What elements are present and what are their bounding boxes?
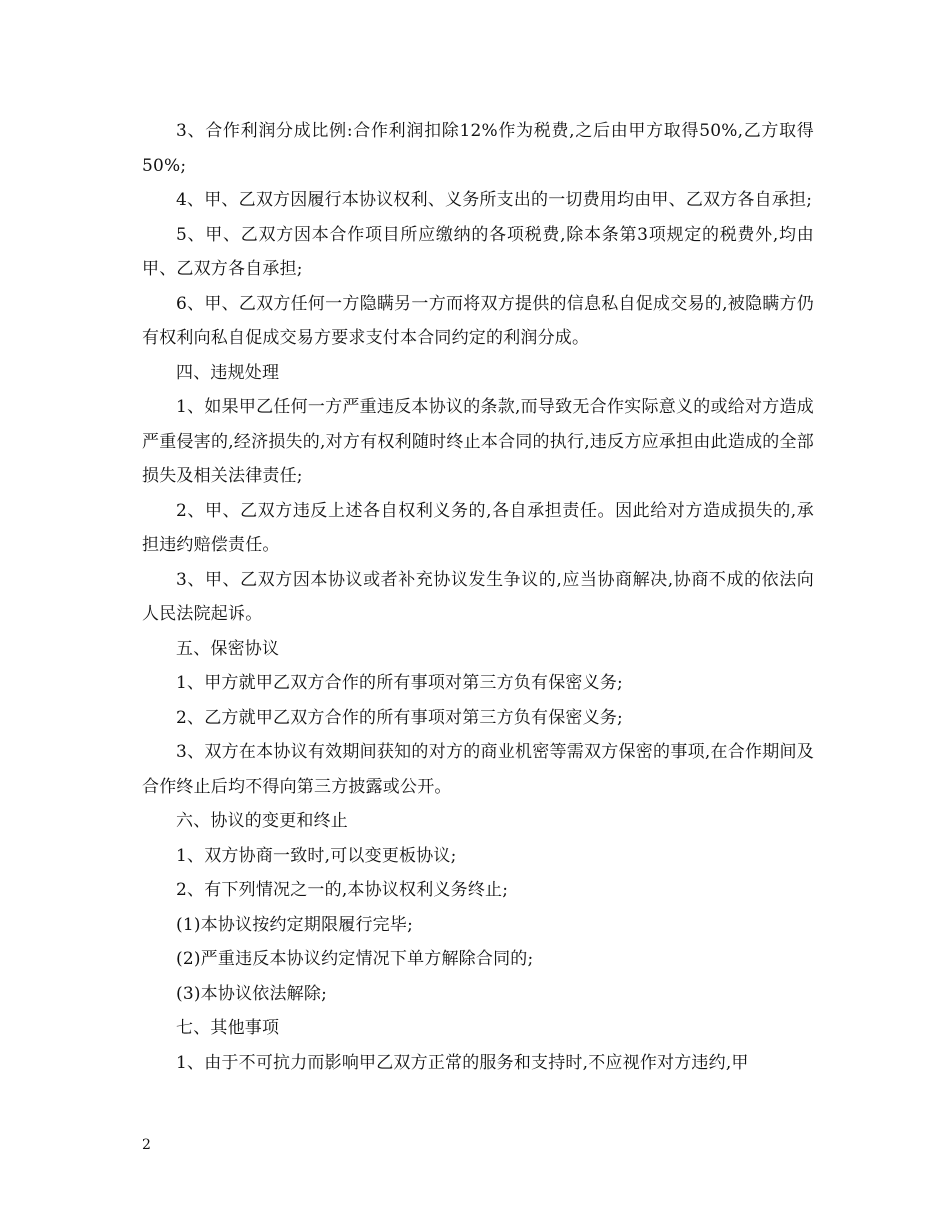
clause-4-expenses: 4、甲、乙双方因履行本协议权利、义务所支出的一切费用均由甲、乙双方各自承担; xyxy=(176,190,813,210)
section-heading-confidentiality: 五、保密协议 xyxy=(176,638,280,659)
section-heading-amendment-termination: 六、协议的变更和终止 xyxy=(176,811,348,831)
violation-clause-2: 2、甲、乙双方违反上述各自权利义务的,各自承担责任。因此给对方造成损失的,承担违约赔偿责任。 xyxy=(142,500,814,555)
violation-clause-1: 1、如果甲乙任何一方严重违反本协议的条款,而导致无合作实际意义的或给对方造成严重侵害的,经济损失的,对方有权利随时终止本合同的执行,违反方应承担由此造成的全部损失及相关法律责任; xyxy=(142,397,814,486)
amendment-clause-1: 1、双方协商一致时,可以变更板协议; xyxy=(176,845,457,866)
clause-3-profit-split: 3、合作利润分成比例:合作利润扣除12%作为税费,之后由甲方取得50%,乙方取得50%; xyxy=(142,121,814,176)
section-heading-other-matters: 七、其他事项 xyxy=(176,1018,280,1038)
document-body xyxy=(142,114,814,1080)
amendment-clause-2: 2、有下列情况之一的,本协议权利义务终止; xyxy=(176,880,509,900)
termination-item-3: (3)本协议依法解除; xyxy=(176,983,328,1004)
page-number: 2 xyxy=(142,1137,151,1153)
termination-item-2: (2)严重违反本协议约定情况下单方解除合同的; xyxy=(176,949,534,969)
section-heading-violations: 四、违规处理 xyxy=(176,362,280,383)
confidentiality-clause-1: 1、甲方就甲乙双方合作的所有事项对第三方负有保密义务; xyxy=(176,673,623,693)
other-matters-clause-1: 1、由于不可抗力而影响甲乙双方正常的服务和支持时,不应视作对方违约,甲 xyxy=(176,1052,749,1073)
violation-clause-3: 3、甲、乙双方因本协议或者补充协议发生争议的,应当协商解决,协商不成的依法向人民法院起诉。 xyxy=(142,569,814,624)
confidentiality-clause-3: 3、双方在本协议有效期间获知的对方的商业机密等需双方保密的事项,在合作期间及合作终止后均不得向第三方披露或公开。 xyxy=(142,742,814,797)
clause-6-concealment: 6、甲、乙双方任何一方隐瞒另一方而将双方提供的信息私自促成交易的,被隐瞒方仍有权利向私自促成交易方要求支付本合同约定的利润分成。 xyxy=(142,293,814,348)
termination-item-1: (1)本协议按约定期限履行完毕; xyxy=(176,914,414,935)
clause-5-taxes: 5、甲、乙双方因本合作项目所应缴纳的各项税费,除本条第3项规定的税费外,均由甲、乙双方各自承担; xyxy=(142,224,814,279)
confidentiality-clause-2: 2、乙方就甲乙双方合作的所有事项对第三方负有保密义务; xyxy=(176,707,623,728)
